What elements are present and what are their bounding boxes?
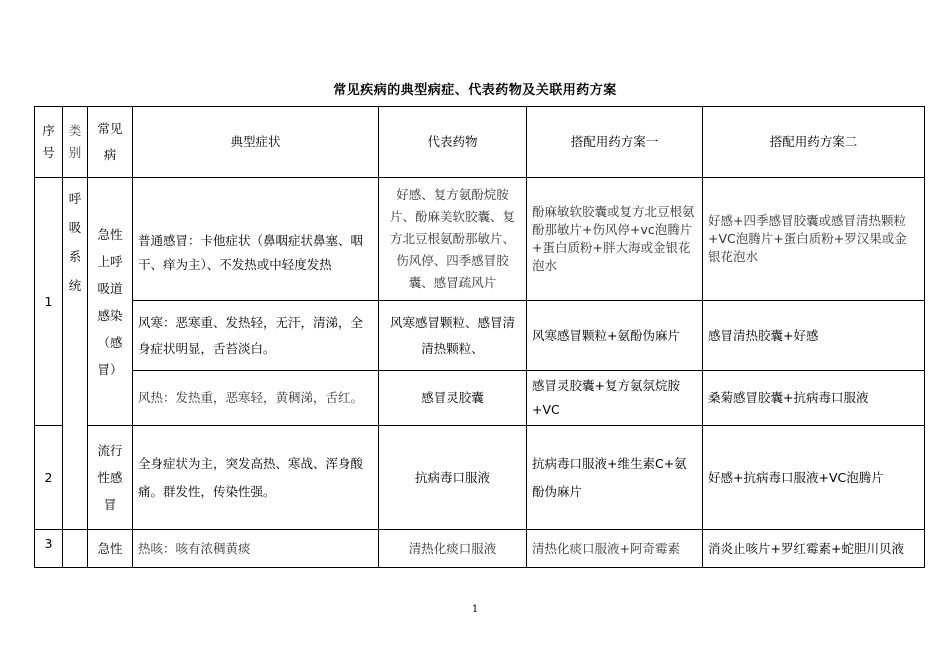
plan2-cell: 消炎止咳片+罗红霉素+蛇胆川贝液 (703, 530, 925, 568)
symptoms-cell: 全身症状为主，突发高热、寒战、浑身酸痛。群发性，传染性强。 (133, 426, 379, 530)
table-row (35, 301, 925, 371)
document-title: 常见疾病的典型病症、代表药物及关联用药方案 (333, 83, 617, 98)
header-plan1: 搭配用药方案一 (527, 107, 703, 178)
plan1-cell: 抗病毒口服液+维生素C+氨酚伪麻片 (527, 426, 703, 530)
table-row (35, 426, 925, 530)
drugs-cell: 清热化痰口服液 (379, 530, 527, 568)
group1-seq: 1 (35, 178, 63, 426)
symptoms-cell: 热咳：咳有浓稠黄痰 (133, 530, 379, 568)
symptoms-cell: 普通感冒：卡他症状（鼻咽症状鼻塞、咽干、痒为主）、不发热或中轻度发热 (133, 178, 379, 301)
drugs-cell: 风寒感冒颗粒、感冒清清热颗粒、 (379, 301, 527, 371)
symptoms-cell: 风热：发热重，恶寒轻，黄稠涕，舌红。 (133, 371, 379, 426)
plan2-cell: 好感+四季感冒胶囊或感冒清热颗粒+VC泡腾片+蛋白质粉+罗汉果或金银花泡水 (703, 178, 925, 301)
group1-category: 呼 吸 系 统 (63, 178, 88, 530)
group1-disease: 急性 上呼 吸道 感染 （感 冒） (88, 178, 133, 426)
drug-plan-table (34, 106, 925, 568)
symptoms-cell: 风寒：恶寒重、发热轻，无汗，清涕，全身症状明显，舌苔淡白。 (133, 301, 379, 371)
page-number: 1 (471, 604, 479, 615)
plan2-cell: 好感+抗病毒口服液+VC泡腾片 (703, 426, 925, 530)
header-row (35, 107, 925, 178)
drugs-cell: 感冒灵胶囊 (379, 371, 527, 426)
table-row (35, 178, 925, 301)
group2-seq: 2 (35, 426, 63, 530)
plan1-cell: 清热化痰口服液+阿奇霉素 (527, 530, 703, 568)
header-common-disease: 常见 病 (88, 107, 133, 178)
table-row (35, 371, 925, 426)
group3-seq: 3 (35, 530, 63, 568)
drugs-cell: 抗病毒口服液 (379, 426, 527, 530)
header-category: 类 别 (63, 107, 88, 178)
header-plan2: 搭配用药方案二 (703, 107, 925, 178)
drugs-cell: 好感、复方氨酚烷胺片、酚麻美软胶囊、复方北豆根氨酚那敏片、伤风停、四季感冒胶囊、感冒疏风片 (379, 178, 527, 301)
plan1-cell: 风寒感冒颗粒+氨酚伪麻片 (527, 301, 703, 371)
plan1-cell: 感冒灵胶囊+复方氨氛烷胺+VC (527, 371, 703, 426)
header-seq: 序 号 (35, 107, 63, 178)
plan1-cell: 酚麻敏软胶囊或复方北豆根氨酚那敏片+伤风停+vc泡腾片+蛋白质粉+胖大海或金银花泡水 (527, 178, 703, 301)
plan2-cell: 感冒清热胶囊+好感 (703, 301, 925, 371)
table-row (35, 530, 925, 568)
plan2-cell: 桑菊感冒胶囊+抗病毒口服液 (703, 371, 925, 426)
header-drugs: 代表药物 (379, 107, 527, 178)
header-symptoms: 典型症状 (133, 107, 379, 178)
group3-disease: 急性 (88, 530, 133, 568)
group2-disease: 流行 性感 冒 (88, 426, 133, 530)
group3-category-blank (63, 530, 88, 568)
